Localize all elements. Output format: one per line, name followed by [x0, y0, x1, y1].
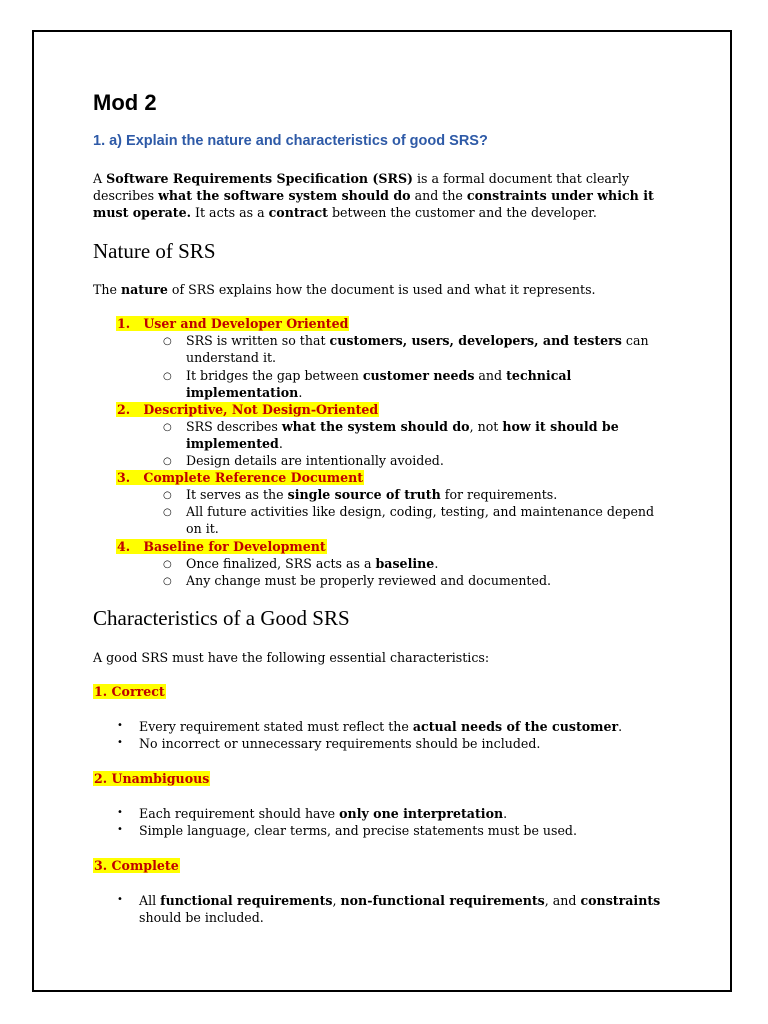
- char-3-bullet-1-line-1: All functional requirements, non-functional requirements, and constraints: [139, 893, 661, 908]
- char-section-2-title: 2. Unambiguous: [94, 771, 210, 786]
- nature-item-1: 1. User and Developer Oriented: [117, 316, 349, 331]
- intro-line-2: describes what the software system should do and the constraints under which it: [93, 188, 654, 203]
- question-heading: 1. a) Explain the nature and characteristics of good SRS?: [93, 133, 488, 149]
- nature-item-4-sub-1-line-1: Once finalized, SRS acts as a baseline.: [186, 556, 439, 571]
- char-section-1-title: 1. Correct: [94, 684, 165, 699]
- circle-bullet-icon: ○: [163, 371, 172, 382]
- circle-bullet-icon: ○: [163, 559, 172, 570]
- circle-bullet-icon: ○: [163, 336, 172, 347]
- nature-item-1-sub-2-line-1: It bridges the gap between customer needs and technical: [186, 368, 572, 383]
- char-section-3-title: 3. Complete: [94, 858, 179, 873]
- intro-line-3: must operate. It acts as a contract between the customer and the developer.: [93, 205, 597, 220]
- bullet-icon: •: [117, 807, 123, 818]
- bullet-icon: •: [117, 894, 123, 905]
- nature-item-3-sub-2-line-2: on it.: [186, 521, 219, 536]
- circle-bullet-icon: ○: [163, 456, 172, 467]
- characteristics-heading: Characteristics of a Good SRS: [93, 606, 350, 630]
- nature-item-2-sub-2-line-1: Design details are intentionally avoided.: [186, 453, 444, 468]
- char-2-bullet-2: Simple language, clear terms, and precise statements must be used.: [139, 823, 577, 838]
- characteristics-intro: A good SRS must have the following essential characteristics:: [93, 650, 490, 665]
- nature-item-1-sub-1-line-1: SRS is written so that customers, users, developers, and testers can: [186, 333, 649, 348]
- nature-item-3: 3. Complete Reference Document: [117, 470, 364, 485]
- nature-item-3-sub-1-line-1: It serves as the single source of truth for requirements.: [186, 487, 558, 502]
- char-2-bullet-1: Each requirement should have only one interpretation.: [139, 806, 508, 821]
- char-1-bullet-2: No incorrect or unnecessary requirements should be included.: [139, 736, 541, 751]
- char-1-bullet-1: Every requirement stated must reflect the actual needs of the customer.: [139, 719, 623, 734]
- circle-bullet-icon: ○: [163, 490, 172, 501]
- nature-item-4: 4. Baseline for Development: [117, 539, 326, 554]
- nature-item-1-sub-1-line-2: understand it.: [186, 350, 277, 365]
- bullet-icon: •: [117, 720, 123, 731]
- nature-item-1-sub-2-line-2: implementation.: [186, 385, 303, 400]
- nature-item-2-sub-1-line-1: SRS describes what the system should do, not how it should be: [186, 419, 619, 434]
- nature-heading: Nature of SRS: [93, 239, 216, 263]
- bullet-icon: •: [117, 824, 123, 835]
- circle-bullet-icon: ○: [163, 576, 172, 587]
- nature-intro: The nature of SRS explains how the document is used and what it represents.: [93, 282, 596, 297]
- circle-bullet-icon: ○: [163, 507, 172, 518]
- nature-item-3-sub-2-line-1: All future activities like design, coding, testing, and maintenance depend: [186, 504, 655, 519]
- page-title: Mod 2: [93, 90, 157, 115]
- bullet-icon: •: [117, 737, 123, 748]
- circle-bullet-icon: ○: [163, 422, 172, 433]
- intro-line-1: A Software Requirements Specification (SRS) is a formal document that clearly: [93, 171, 630, 186]
- nature-item-2: 2. Descriptive, Not Design-Oriented: [117, 402, 379, 417]
- char-3-bullet-1-line-2: should be included.: [139, 910, 264, 925]
- nature-item-4-sub-2-line-1: Any change must be properly reviewed and documented.: [186, 573, 552, 588]
- nature-item-2-sub-1-line-2: implemented.: [186, 436, 283, 451]
